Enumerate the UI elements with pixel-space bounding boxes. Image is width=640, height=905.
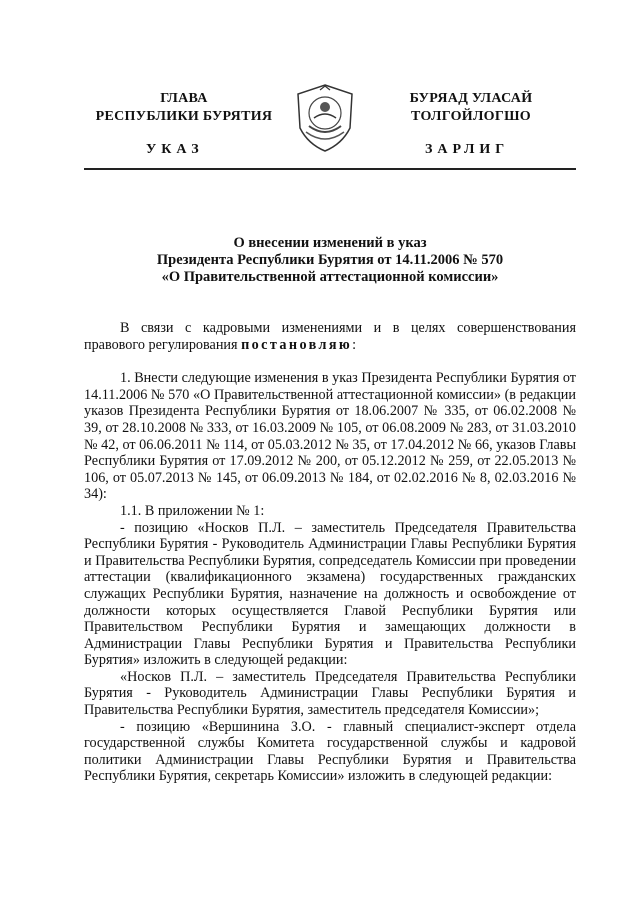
item-1-1: 1.1. В приложении № 1:: [120, 502, 265, 519]
header-right-line2: ТОЛГОЙЛОГШО: [411, 109, 531, 124]
document-title: [84, 235, 576, 286]
header-left-line2: РЕСПУБЛИКИ БУРЯТИЯ: [95, 109, 273, 124]
header-right: [376, 90, 566, 126]
intro-text: В связи с кадровыми изменениями и в целях совершенствования правового регулирования: [84, 320, 576, 353]
header-left-line1: ГЛАВА: [160, 91, 208, 106]
header-divider: [84, 168, 576, 170]
position-1-new: «Носков П.Л. – заместитель Председателя Правительства Республики Бурятия - Руководитель Администрации Главы Республики Бурятия и Правительства Республики Бурятия, заместитель председателя Комиссии»;: [84, 668, 576, 719]
document-body: [84, 320, 576, 785]
item-1: 1. Внести следующие изменения в указ Президента Республики Бурятия от 14.11.2006 № 570 «О Правительственной аттестационной комиссии» (в редакции указов Президента Республики Бурятия от 18.06.2007 № 335, от 06.02.2008 № 39, от 28.10.2008 № 333, от 16.03.2009 № 105, от 06.08.2009 № 283, от 31.03.2010 № 42, от 06.06.2011 № 114, от 05.03.2012 № 35, от 17.04.2012 № 66, указов Главы Республики Бурятия от 17.09.2012 № 200, от 05.12.2012 № 259, от 22.05.2013 № 106, от 05.07.2013 № 145, от 06.09.2013 № 184, от 02.02.2016 № 8, 02.03.2016 № 34):: [84, 370, 576, 503]
position-1: - позицию «Носков П.Л. – заместитель Председателя Правительства Республики Бурятия - Руководитель Администрации Главы Республики Бурятия и Правительства Республики Бурятия, сопредседатель Комиссии при проведении аттестации (квалификационного экзамена) государственных гражданских служащих Республики Бурятия, назначение на должность и освобождение от должности которых осуществляется Главой Республики Бурятия или Правительством Республики Бурятия и замещающих должности в Администрации Главы Республики Бурятия и Правительства Республики Бурятия» изложить в следующей редакции:: [84, 519, 576, 669]
header-right-line1: БУРЯАД УЛАСАЙ: [409, 91, 533, 106]
position-2: - позицию «Вершинина З.О. - главный специалист-эксперт отдела государственной службы Комитета государственной службы и кадровой политики Администрации Главы Республики Бурятия и Правительства Республики Бурятия, секретарь Комиссии» изложить в следующей редакции:: [84, 718, 576, 785]
decree-label-bua: ЗАРЛИГ: [425, 142, 510, 157]
decree-label-ru: УКАЗ: [146, 142, 204, 157]
intro-end: :: [352, 336, 357, 353]
title-line3: «О Правительственной аттестационной комиссии»: [161, 269, 499, 285]
coat-of-arms-icon: [292, 82, 358, 154]
header-left: [84, 90, 284, 126]
intro-paragraph: [84, 320, 576, 353]
title-line2: Президента Республики Бурятия от 14.11.2006 № 570: [156, 252, 504, 268]
intro-emphasis: постановляю: [241, 336, 353, 353]
title-line1: О внесении изменений в указ: [233, 235, 427, 251]
